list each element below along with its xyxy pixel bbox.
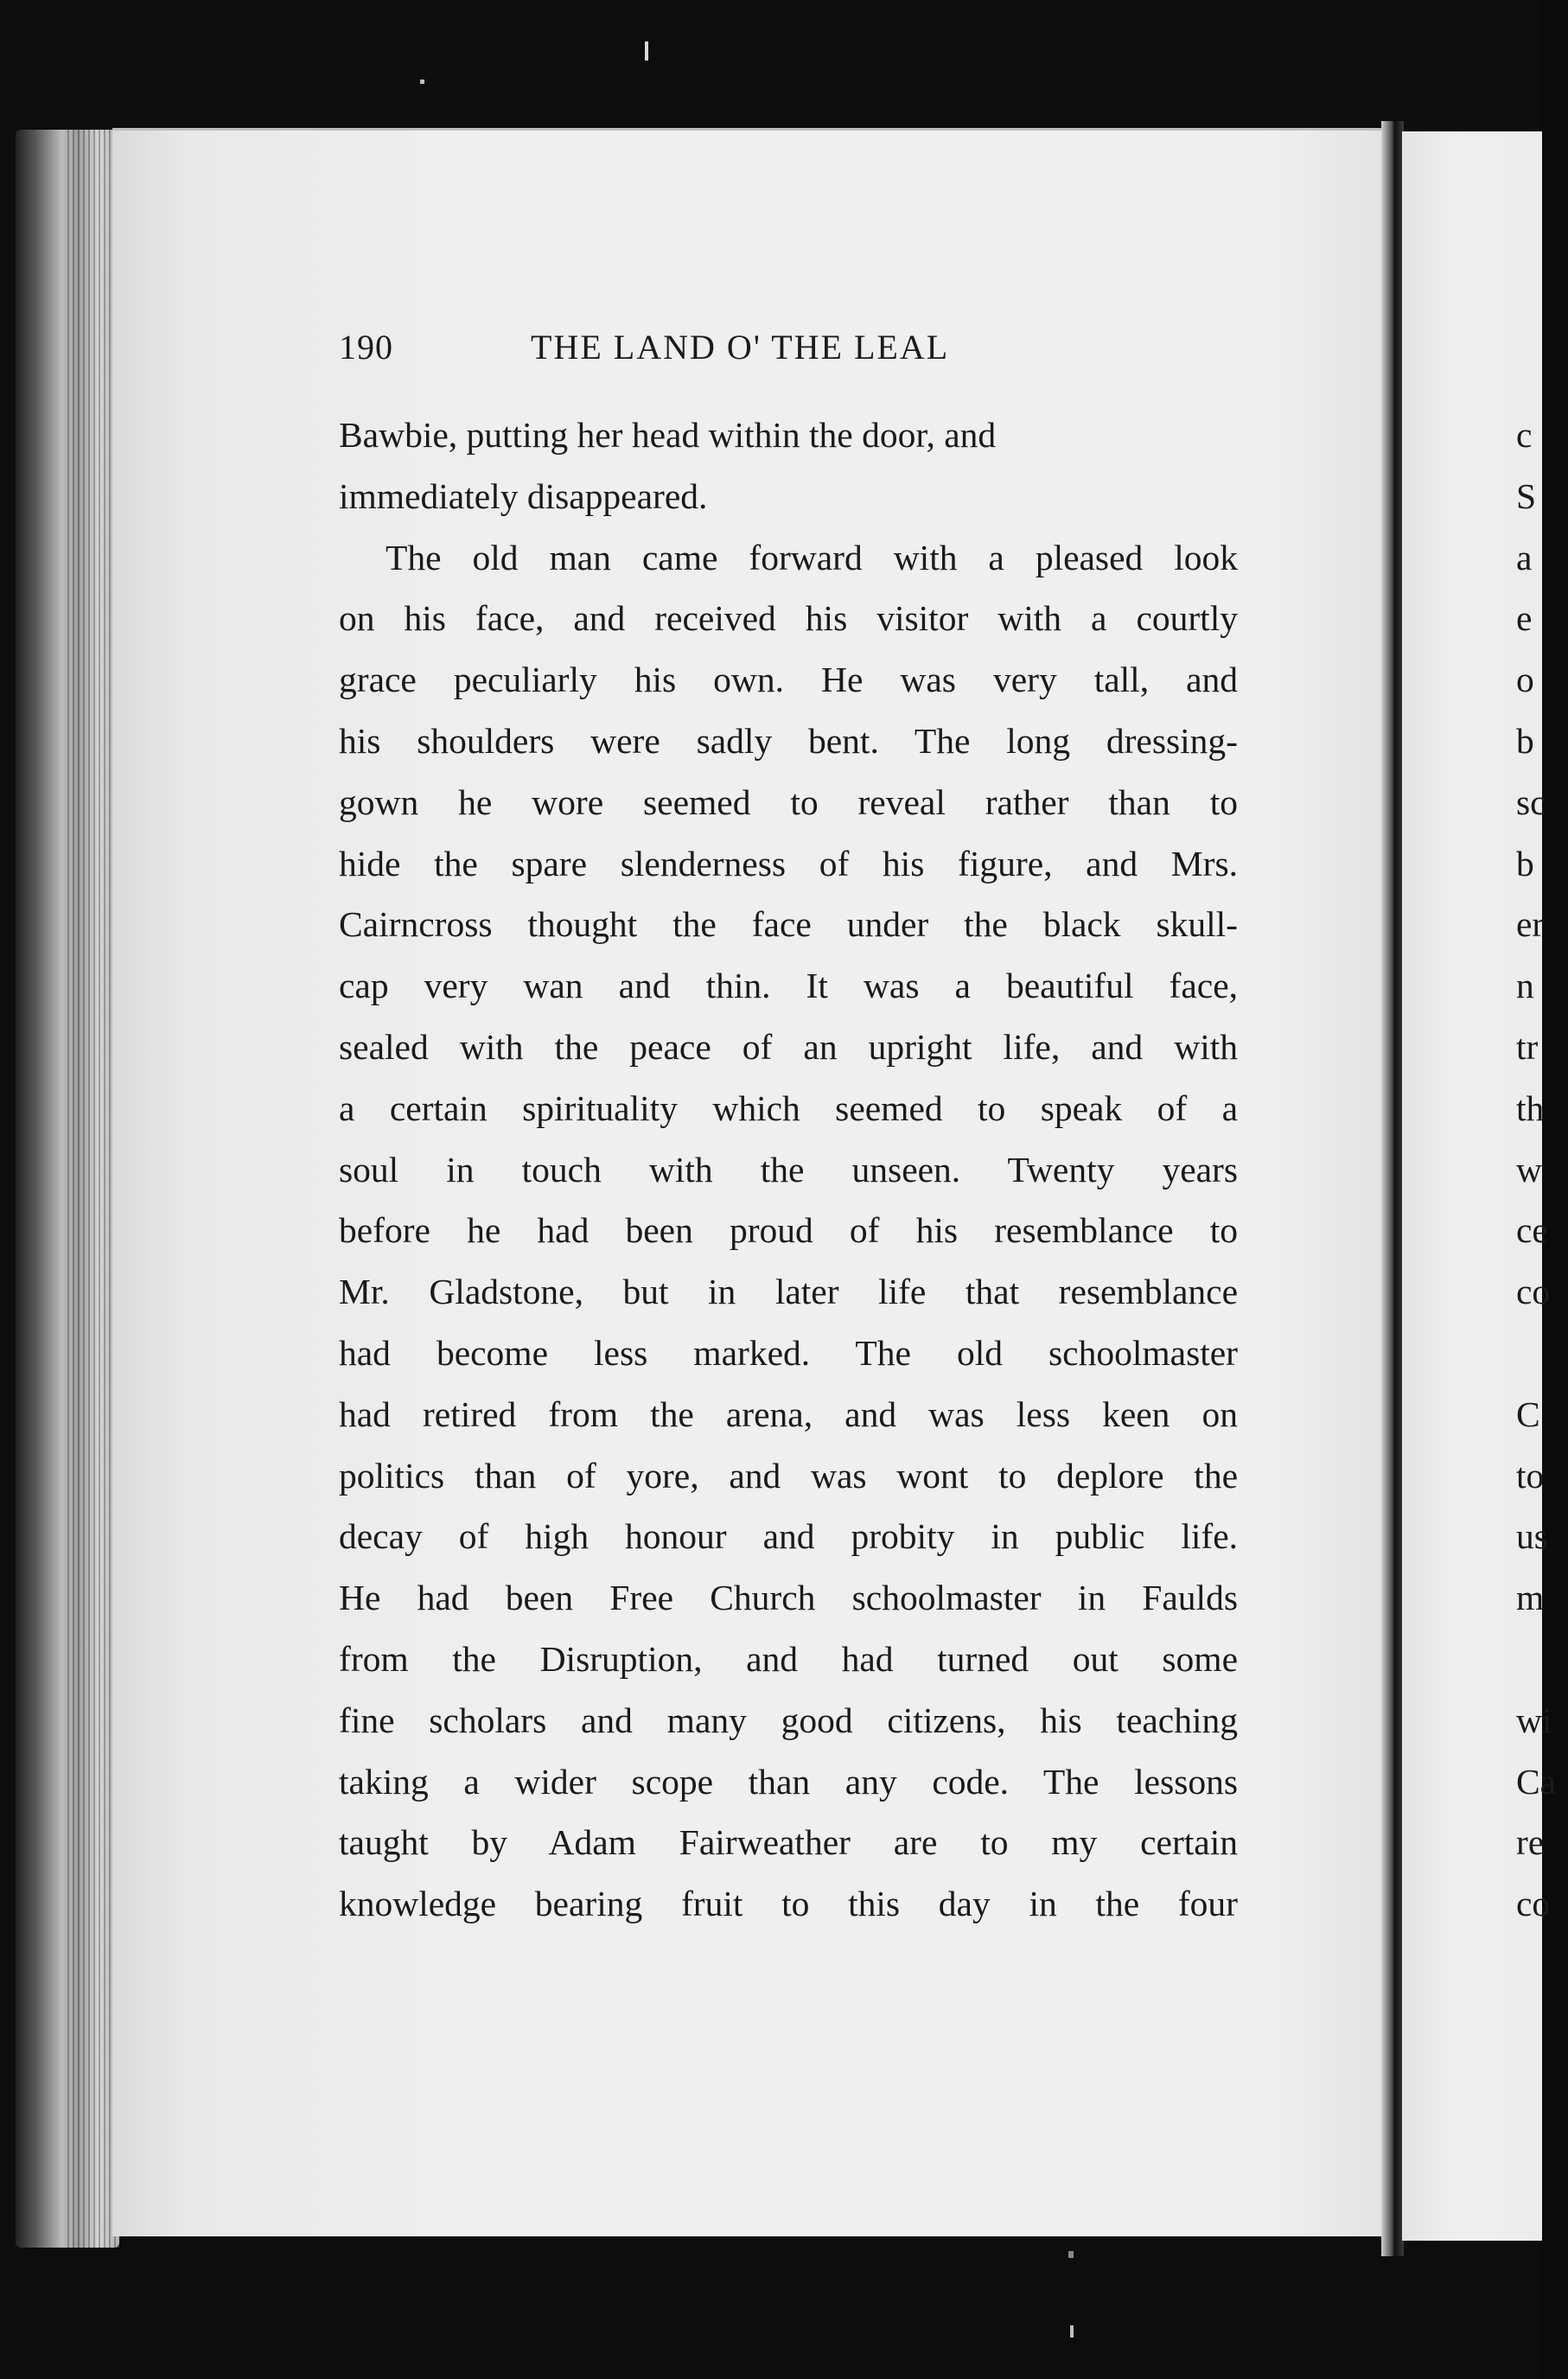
book-gutter	[1381, 121, 1404, 2256]
facing-fragment: wi	[1516, 1700, 1552, 1740]
text-line: before he had been proud of his resemblance to	[339, 1210, 1238, 1251]
text-line: politics than of yore, and was wont to deplore the	[339, 1455, 1238, 1496]
text-line: The old man came forward with a pleased look	[386, 537, 1238, 577]
facing-page-text	[1516, 405, 1568, 1935]
facing-fragment	[1516, 1629, 1568, 1690]
text-line: had retired from the arena, and was less keen on	[339, 1394, 1238, 1434]
text-line: hide the spare slenderness of his figure, and Mrs.	[339, 843, 1238, 883]
text-line: grace peculiarly his own. He was very tall, and	[339, 660, 1238, 700]
text-line: taught by Adam Fairweather are to my certain	[339, 1822, 1238, 1863]
facing-fragment: c	[1516, 415, 1533, 455]
facing-fragment: to	[1516, 1455, 1545, 1496]
text-line: gown he wore seemed to reveal rather than to	[339, 781, 1238, 822]
facing-fragment: co	[1516, 1884, 1551, 1924]
text-line: immediately disappeared.	[339, 475, 708, 516]
page-header	[339, 327, 1229, 379]
facing-fragment: sc	[1516, 781, 1546, 822]
facing-fragment: b	[1516, 720, 1534, 761]
text-line: from the Disruption, and had turned out some	[339, 1638, 1238, 1679]
facing-fragment: er	[1516, 904, 1545, 945]
facing-fragment: th	[1516, 1087, 1545, 1128]
facing-fragment: n	[1516, 966, 1534, 1006]
text-line: He had been Free Church schoolmaster in Faulds	[339, 1578, 1238, 1618]
facing-fragment: o	[1516, 660, 1534, 700]
text-line: Cairncross thought the face under the black skull-	[339, 904, 1238, 945]
text-line: Bawbie, putting her head within the door, and	[339, 415, 997, 455]
text-line: fine scholars and many good citizens, his teaching	[339, 1700, 1238, 1740]
text-line: knowledge bearing fruit to this day in the four	[339, 1884, 1238, 1924]
facing-fragment: us	[1516, 1516, 1548, 1557]
body-text	[339, 405, 1238, 1935]
text-line: had become less marked. The old schoolmaster	[339, 1332, 1238, 1373]
facing-fragment: re	[1516, 1822, 1545, 1863]
text-line: taking a wider scope than any code. The lessons	[339, 1761, 1238, 1802]
facing-fragment: ce	[1516, 1210, 1548, 1251]
facing-fragment: S	[1516, 475, 1537, 516]
text-line: sealed with the peace of an upright life, and with	[339, 1026, 1238, 1067]
text-line: soul in touch with the unseen. Twenty years	[339, 1149, 1238, 1190]
text-line: a certain spirituality which seemed to speak of a	[339, 1087, 1238, 1128]
facing-fragment: C	[1516, 1394, 1540, 1434]
facing-fragment	[1516, 1323, 1568, 1384]
text-line: Mr. Gladstone, but in later life that resemblance	[339, 1272, 1238, 1312]
facing-fragment: m	[1516, 1578, 1545, 1618]
text-line: his shoulders were sadly bent. The long dressing-	[339, 720, 1238, 761]
facing-fragment: b	[1516, 843, 1534, 883]
page-number: 190	[339, 328, 393, 367]
facing-fragment: co	[1516, 1272, 1551, 1312]
text-line: on his face, and received his visitor with a courtly	[339, 598, 1238, 639]
facing-fragment: w	[1516, 1149, 1542, 1190]
facing-fragment: a	[1516, 537, 1533, 577]
page-edges	[16, 130, 119, 2248]
facing-fragment: Ca	[1516, 1761, 1557, 1802]
text-line: decay of high honour and probity in public life.	[339, 1516, 1238, 1557]
text-line: cap very wan and thin. It was a beautiful face,	[339, 966, 1238, 1006]
facing-fragment: tr	[1516, 1026, 1539, 1067]
running-title: THE LAND O' THE LEAL	[531, 328, 950, 367]
facing-fragment: e	[1516, 598, 1533, 639]
